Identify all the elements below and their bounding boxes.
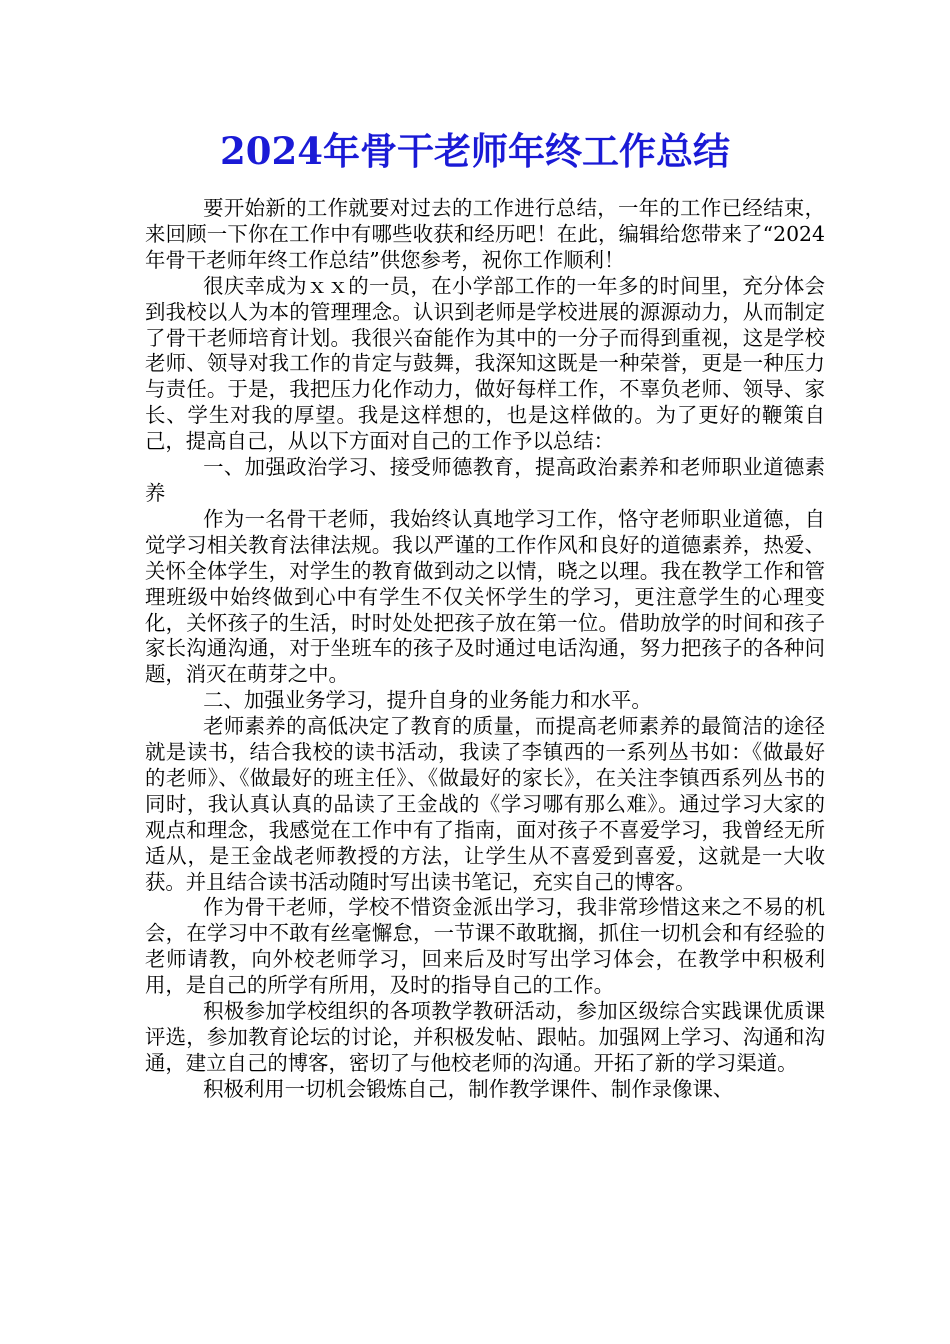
paragraph-intro: 要开始新的工作就要对过去的工作进行总结，一年的工作已经结束，来回顾一下你在工作中有哪些收获和经历吧！在此，编辑给您带来了“2024年骨干老师年终工作总结”供您参考，祝你工作顺利！ (145, 196, 825, 272)
document-body (145, 196, 825, 1103)
paragraph: 很庆幸成为ｘｘ的一员，在小学部工作的一年多的时间里，充分体会到我校以人为本的管理理念。认识到老师是学校进展的源源动力，从而制定了骨干老师培育计划。我很兴奋能作为其中的一分子而得到重视，这是学校老师、领导对我工作的肯定与鼓舞，我深知这既是一种荣誉，更是一种压力与责任。于是，我把压力化作动力，做好每样工作，不辜负老师、领导、家长、学生对我的厚望。我是这样想的，也是这样做的。为了更好的鞭策自己，提高自己，从以下方面对自己的工作予以总结： (145, 273, 825, 454)
paragraph: 积极参加学校组织的各项教学教研活动，参加区级综合实践课优质课评选，参加教育论坛的讨论，并积极发帖、跟帖。加强网上学习、沟通和沟通，建立自己的博客，密切了与他校老师的沟通。开拓了新的学习渠道。 (145, 999, 825, 1075)
paragraph: 老师素养的高低决定了教育的质量，而提高老师素养的最简洁的途径就是读书，结合我校的读书活动，我读了李镇西的一系列丛书如：《做最好的老师》、《做最好的班主任》、《做最好的家长》，在关注李镇西系列丛书的同时，我认真认真的品读了王金战的《学习哪有那么难》。通过学习大家的观点和理念，我感觉在工作中有了指南，面对孩子不喜爱学习，我曾经无所适从，是王金战老师教授的方法，让学生从不喜爱到喜爱，这就是一大收获。并且结合读书活动随时写出读书笔记，充实自己的博客。 (145, 714, 825, 894)
section-heading: 二、加强业务学习，提升自身的业务能力和水平。 (203, 688, 652, 713)
section-heading: 一、加强政治学习、接受师德教育，提高政治素养和老师职业道德素养 (145, 455, 825, 505)
paragraph: 积极利用一切机会锻炼自己，制作教学课件、制作录像课、 (203, 1076, 734, 1101)
paragraph: 作为骨干老师，学校不惜资金派出学习，我非常珍惜这来之不易的机会，在学习中不敢有丝毫懈怠，一节课不敢耽搁，抓住一切机会和有经验的老师请教，向外校老师学习，回来后及时写出学习体会，在教学中积极利用，是自己的所学有所用，及时的指导自己的工作。 (145, 895, 825, 998)
paragraph: 作为一名骨干老师，我始终认真地学习工作，恪守老师职业道德，自觉学习相关教育法律法规。我以严谨的工作作风和良好的道德素养，热爱、关怀全体学生，对学生的教育做到动之以情，晓之以理。我在教学工作和管理班级中始终做到心中有学生不仅关怀学生的学习，更注意学生的心理变化，关怀孩子的生活，时时处处把孩子放在第一位。借助放学的时间和孩子家长沟通沟通，对于坐班车的孩子及时通过电话沟通，努力把孩子的各种问题，消灭在萌芽之中。 (145, 506, 825, 687)
document-title: 2024年骨干老师年终工作总结 (220, 129, 730, 173)
